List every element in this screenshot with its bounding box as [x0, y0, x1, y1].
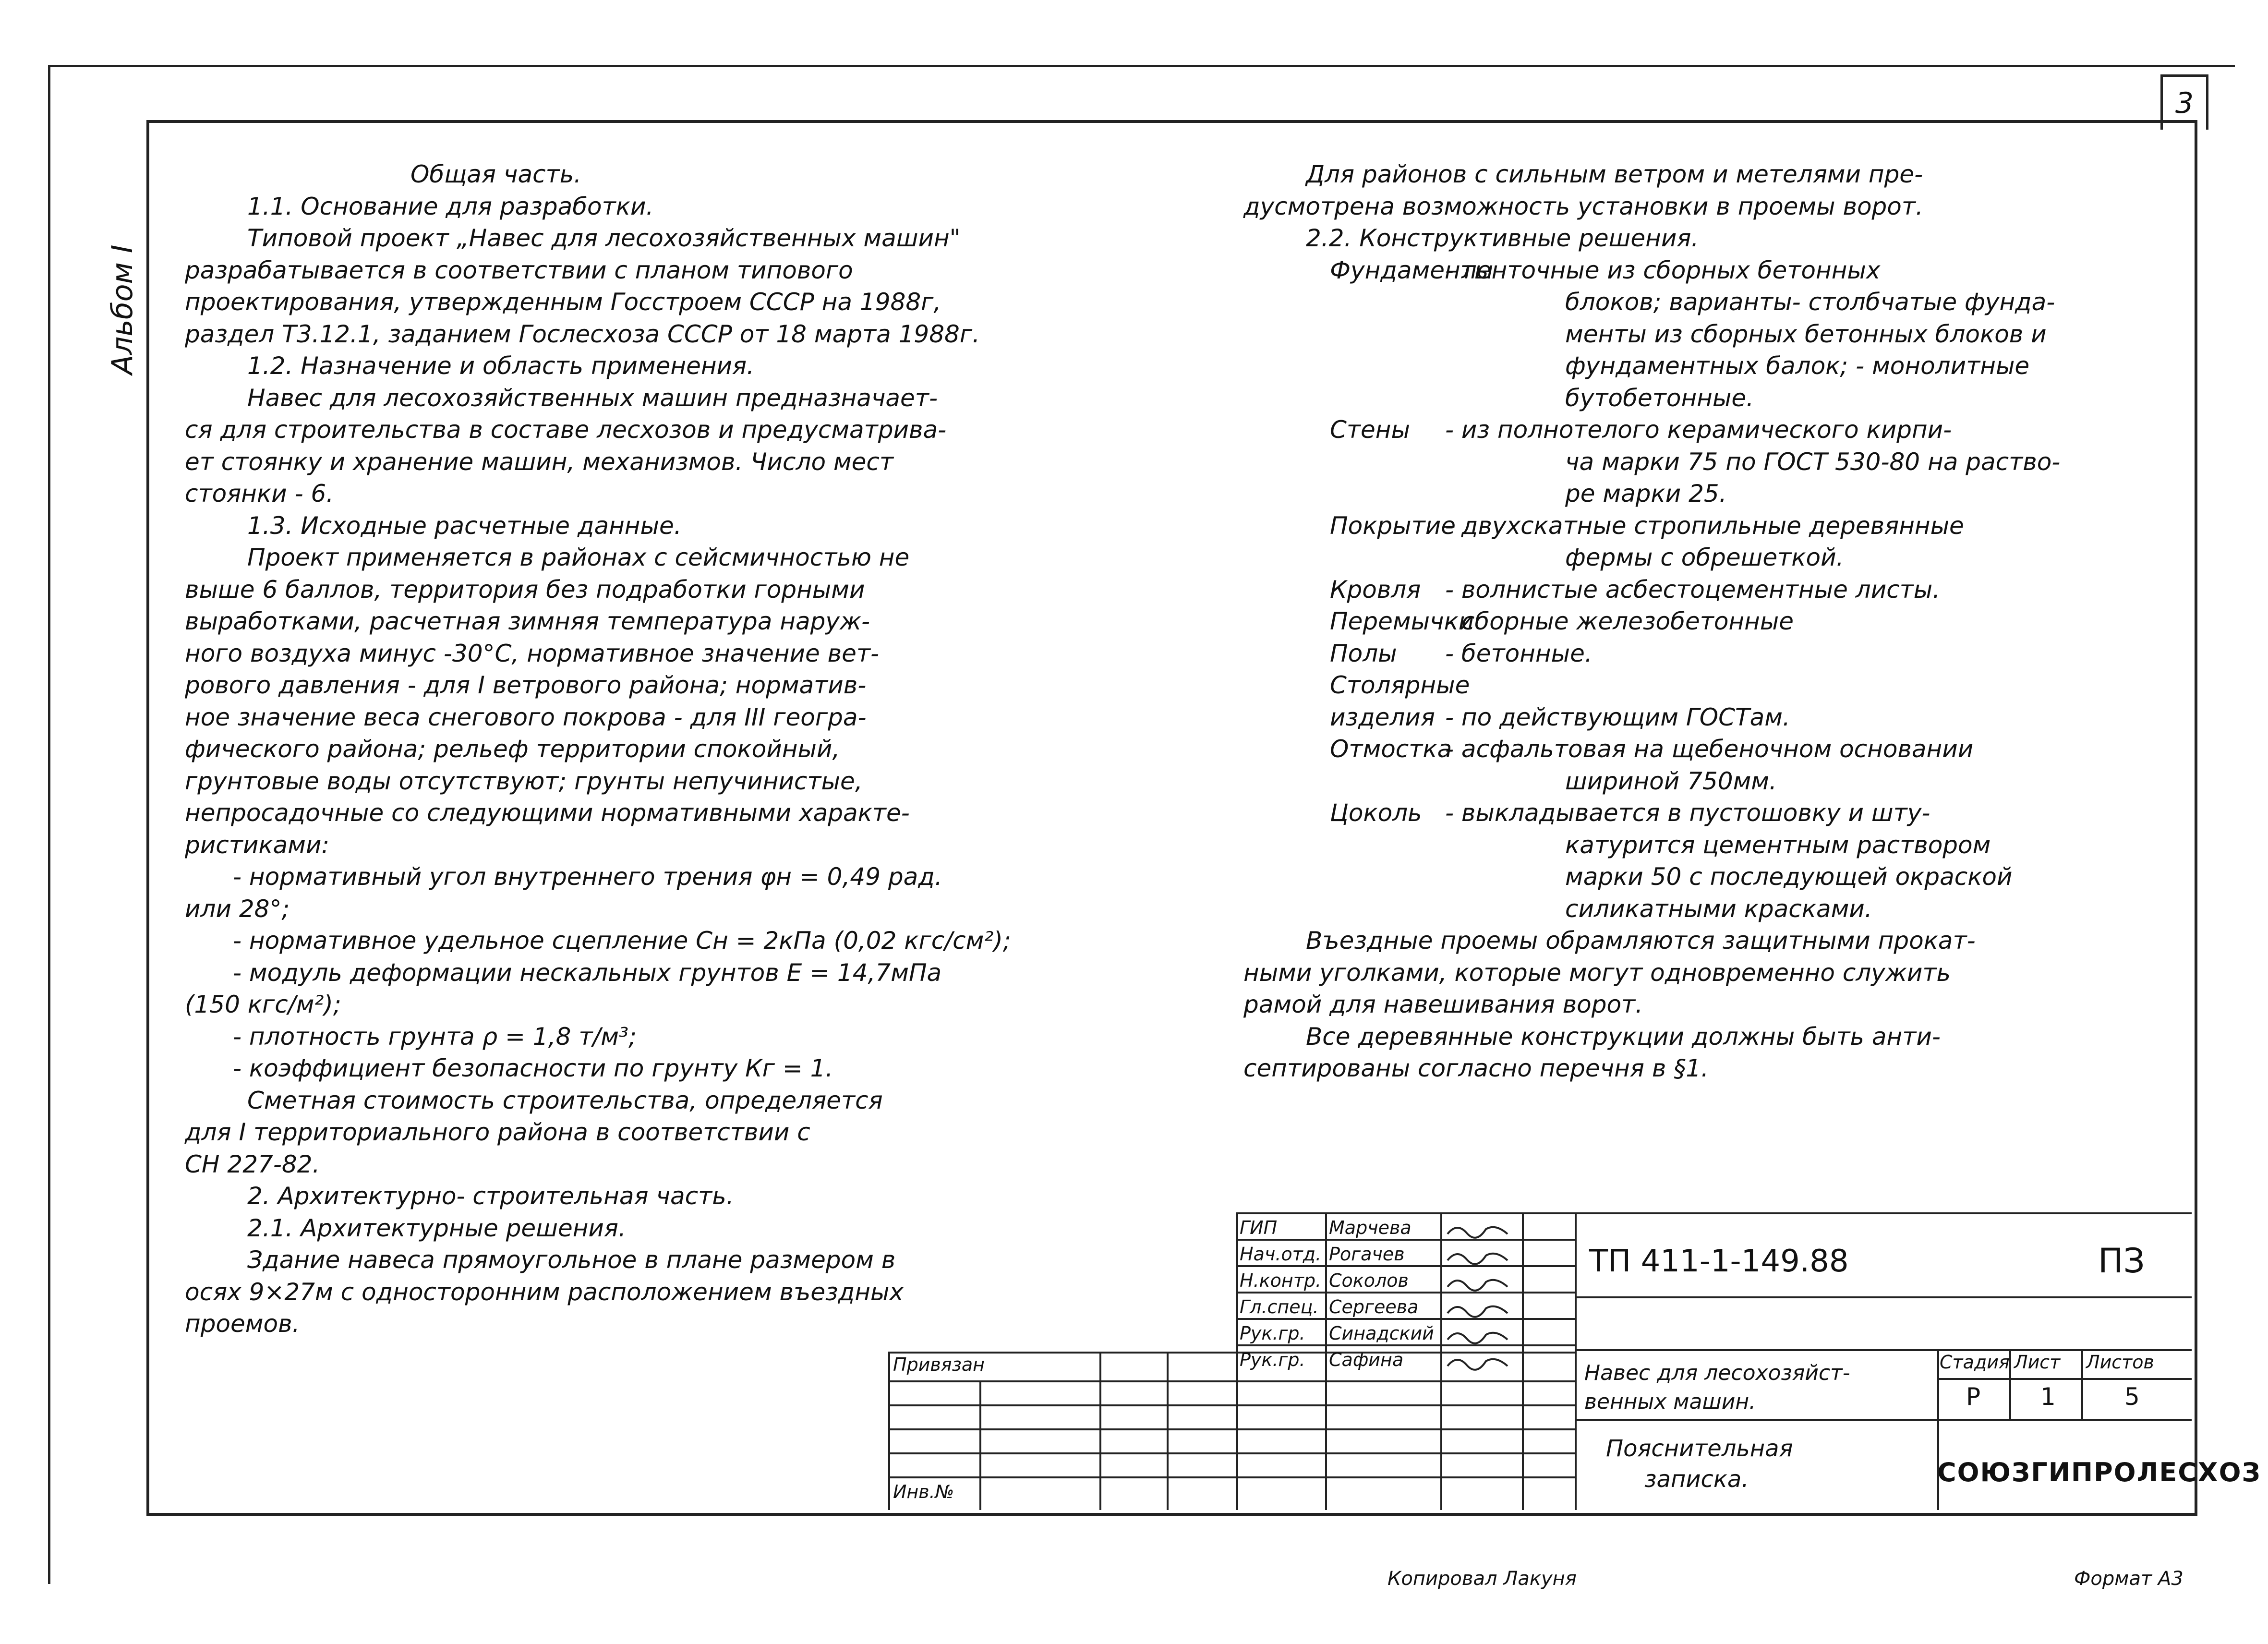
document-kind	[1606, 1433, 1793, 1495]
signatory-name: Сафина	[1329, 1349, 1404, 1370]
text-line: ристиками:	[185, 831, 330, 859]
text-line: 1.2. Назначение и область применения.	[247, 352, 755, 380]
tb-line	[1099, 1352, 1101, 1510]
spec-description: - ленточные из сборных бетонных	[1445, 256, 1881, 284]
section-title: Общая часть.	[410, 160, 582, 188]
spec-description: - волнистые асбестоцементные листы.	[1445, 575, 1941, 604]
text-line: СН 227-82.	[185, 1150, 320, 1178]
album-label: Альбом I	[106, 244, 139, 375]
spec-description: - из полнотелого керамического кирпи-	[1445, 416, 1952, 444]
spec-item	[1243, 733, 2189, 765]
sheet-number: 3	[2160, 74, 2208, 130]
spec-description-cont: фундаментных балок; - монолитные	[1565, 352, 2030, 380]
tb-line	[1575, 1419, 2192, 1421]
object-title-line: Навес для лесохозяйст-	[1584, 1361, 1850, 1385]
text-line: рамой для навешивания ворот.	[1243, 991, 1643, 1018]
signatory-role: ГИП	[1240, 1217, 1278, 1238]
spec-description-cont: ча марки 75 по ГОСТ 530-80 на раство-	[1565, 447, 2061, 476]
signatory-role: Рук.гр.	[1240, 1323, 1305, 1344]
right-intro	[1243, 158, 2189, 254]
tb-line	[888, 1452, 1575, 1454]
tb-line	[1522, 1212, 1524, 1510]
spec-item	[1243, 414, 2189, 446]
spec-description: - сборные железобетонные	[1445, 607, 1794, 635]
text-line: ное значение веса снегового покрова - для III геогра-	[185, 703, 867, 731]
spec-description-cont: фермы с обрешеткой.	[1565, 544, 1844, 571]
tb-line	[979, 1380, 981, 1510]
text-line: - коэффициент безопасности по грунту Кг = 1.	[233, 1054, 833, 1082]
sheets-value: 5	[2124, 1383, 2140, 1411]
text-line: - нормативное удельное сцепление Сн = 2кПа (0,02 кгс/см²);	[233, 927, 1011, 955]
tb-line	[888, 1404, 1575, 1406]
spec-item	[1243, 574, 2189, 606]
signature-mark	[1445, 1272, 1512, 1292]
spec-term: Стены	[1330, 416, 1410, 444]
text-line: ся для строительства в составе лесхозов и предусматрива-	[185, 416, 947, 444]
spec-item	[1243, 605, 2189, 638]
text-line: ными уголками, которые могут одновременно служить	[1243, 958, 1951, 987]
document-code: ТП 411-1-149.88	[1589, 1244, 1849, 1279]
tb-line	[1236, 1292, 1575, 1293]
text-line: Для районов с сильным ветром и метелями пре-	[1306, 160, 1923, 188]
signatory-role: Н.контр.	[1240, 1270, 1322, 1291]
signature-mark	[1445, 1246, 1512, 1265]
tb-line	[888, 1380, 1575, 1382]
tb-line	[1236, 1318, 1575, 1320]
right-text-column	[1243, 158, 2189, 1085]
tb-line	[1440, 1212, 1442, 1510]
spec-term: Фундаменты	[1330, 256, 1494, 284]
spec-term: Кровля	[1330, 575, 1421, 604]
tb-line	[1236, 1239, 1575, 1241]
text-line: 1.3. Исходные расчетные данные.	[247, 511, 682, 540]
text-line: проемов.	[185, 1310, 300, 1338]
text-line: Навес для лесохозяйственных машин предназначает-	[247, 384, 938, 412]
text-line: выше 6 баллов, территория без подработки горными	[185, 575, 865, 604]
text-line: выработками, расчетная зимняя температура наруж-	[185, 607, 870, 635]
spec-description-cont: катурится цементным раствором	[1565, 831, 1991, 859]
stage-value: Р	[1966, 1383, 1981, 1411]
spec-description-cont: блоков; варианты- столбчатые фунда-	[1565, 288, 2055, 316]
text-line: Здание навеса прямоугольное в плане размером в	[247, 1246, 896, 1274]
tb-line	[1236, 1212, 2192, 1214]
text-line: рового давления - для I ветрового района; норматив-	[185, 671, 867, 699]
spec-description-cont: менты из сборных бетонных блоков и	[1565, 320, 2047, 348]
tb-line	[2081, 1349, 2083, 1419]
text-line: Въездные проемы обрамляются защитными прокат-	[1306, 927, 1976, 955]
stage-header: Стадия	[1940, 1352, 2010, 1373]
copied-by: Копировал Лакуня	[1387, 1568, 1577, 1590]
spec-term: Полы	[1330, 639, 1397, 667]
left-lines	[185, 191, 1203, 1340]
organization-name: СОЮЗГИПРОЛЕСХОЗ	[1937, 1457, 2261, 1487]
spec-list	[1243, 254, 2189, 925]
text-line: проектирования, утвержденным Госстроем СССР на 1988г,	[185, 288, 941, 316]
inventory-label: Инв.№	[893, 1481, 954, 1502]
tb-line	[1575, 1212, 1577, 1510]
tb-line	[888, 1476, 1575, 1478]
tb-line	[1167, 1352, 1169, 1510]
spec-term: Перемычки	[1330, 607, 1474, 635]
text-line: ет стоянку и хранение машин, механизмов. Число мест	[185, 447, 894, 476]
spec-item	[1243, 797, 2189, 829]
spec-item	[1243, 510, 2189, 542]
right-outro	[1243, 925, 2189, 1085]
text-line: непросадочные со следующими нормативными характе-	[185, 799, 910, 827]
format-label: Формат А3	[2074, 1568, 2184, 1590]
spec-description-cont: шириной 750мм.	[1565, 767, 1777, 795]
text-line: 2.2. Конструктивные решения.	[1306, 224, 1699, 252]
spec-description: - бетонные.	[1445, 639, 1592, 667]
spec-term: изделия	[1330, 703, 1435, 731]
signature-mark	[1445, 1352, 1512, 1371]
signatory-name: Синадский	[1329, 1323, 1434, 1344]
document-kind-line: Пояснительная	[1606, 1435, 1793, 1462]
text-line: - плотность грунта ρ = 1,8 т/м³;	[233, 1022, 637, 1051]
text-line: грунтовые воды отсутствуют; грунты непучинистые,	[185, 767, 863, 795]
spec-item	[1243, 254, 2189, 287]
document-kind-line: записка.	[1644, 1466, 1749, 1493]
tb-line	[1575, 1349, 2192, 1351]
signatory-name: Соколов	[1329, 1270, 1409, 1291]
spec-item	[1243, 638, 2189, 670]
spec-description: - выкладывается в пустошовку и шту-	[1445, 799, 1930, 827]
text-line: раздел Т3.12.1, заданием Гослесхоза СССР от 18 марта 1988г.	[185, 320, 980, 348]
spec-item	[1243, 701, 2189, 734]
spec-term: Столярные	[1330, 671, 1470, 699]
spec-term: Цоколь	[1330, 799, 1422, 827]
left-text-column	[185, 158, 1203, 1340]
spec-description-cont: марки 50 с последующей окраской	[1565, 863, 2013, 891]
signature-mark	[1445, 1220, 1512, 1239]
signature-mark	[1445, 1299, 1512, 1318]
text-line: - модуль деформации нескальных грунтов Е = 14,7мПа	[233, 958, 942, 987]
text-line: септированы согласно перечня в §1.	[1243, 1054, 1709, 1082]
text-line: 2. Архитектурно- строительная часть.	[247, 1182, 734, 1210]
text-line: 1.1. Основание для разработки.	[247, 192, 654, 220]
spec-description: - по действующим ГОСТам.	[1445, 703, 1790, 731]
text-line: (150 кгс/м²);	[185, 991, 341, 1018]
tb-line	[1236, 1212, 1238, 1510]
text-line: - нормативный угол внутреннего трения φн = 0,49 рад.	[233, 863, 942, 891]
signatory-role: Нач.отд.	[1240, 1244, 1322, 1265]
tb-line	[1236, 1344, 1575, 1346]
text-line: 2.1. Архитектурные решения.	[247, 1214, 626, 1242]
spec-description: - асфальтовая на щебеночном основании	[1445, 735, 1974, 763]
signatory-name: Рогачев	[1329, 1244, 1405, 1265]
spec-description-cont: бутобетонные.	[1565, 384, 1754, 412]
text-line: Сметная стоимость строительства, определяется	[247, 1086, 883, 1114]
text-line: для I территориального района в соответствии с	[185, 1118, 810, 1146]
text-line: разрабатывается в соответствии с планом типового	[185, 256, 853, 284]
text-line: фического района; рельеф территории спокойный,	[185, 735, 840, 763]
spec-term: Покрытие	[1330, 511, 1456, 540]
signatory-name: Сергеева	[1329, 1296, 1419, 1318]
spec-description-cont: ре марки 25.	[1565, 480, 1727, 508]
spec-item	[1243, 669, 2189, 701]
object-title-line: венных машин.	[1584, 1390, 1756, 1414]
tb-line	[1236, 1265, 1575, 1267]
signature-mark	[1445, 1325, 1512, 1344]
text-line: Проект применяется в районах с сейсмичностью не	[247, 544, 910, 571]
sheet-code: ПЗ	[2098, 1241, 2145, 1281]
spec-term: Отмостка	[1330, 735, 1452, 763]
text-line: ного воздуха минус -30°С, нормативное значение вет-	[185, 639, 880, 667]
spec-description: - двухскатные стропильные деревянные	[1445, 511, 1964, 540]
text-line: Типовой проект „Навес для лесохозяйственных машин"	[247, 224, 961, 252]
text-line: или 28°;	[185, 895, 290, 923]
sheet-header: Лист	[2014, 1352, 2061, 1373]
tb-line	[1325, 1212, 1327, 1510]
text-line: осях 9×27м с односторонним расположением въездных	[185, 1278, 904, 1306]
spec-description-cont: силикатными красками.	[1565, 895, 1872, 923]
object-title	[1584, 1359, 1850, 1416]
sheet-value: 1	[2040, 1383, 2056, 1411]
spec-description	[1445, 669, 2189, 701]
bound-label: Привязан	[893, 1354, 985, 1375]
text-line: дусмотрена возможность установки в проемы ворот.	[1243, 192, 1923, 220]
sheets-header: Листов	[2086, 1352, 2154, 1373]
signatory-role: Гл.спец.	[1240, 1296, 1319, 1318]
tb-line	[1937, 1378, 2192, 1380]
text-line: Все деревянные конструкции должны быть анти-	[1306, 1022, 1941, 1051]
signatory-role: Рук.гр.	[1240, 1349, 1305, 1370]
text-line: стоянки - 6.	[185, 480, 334, 508]
tb-line	[888, 1352, 890, 1510]
tb-line	[888, 1428, 1575, 1430]
tb-line	[1575, 1296, 2192, 1298]
signatory-name: Марчева	[1329, 1217, 1411, 1238]
